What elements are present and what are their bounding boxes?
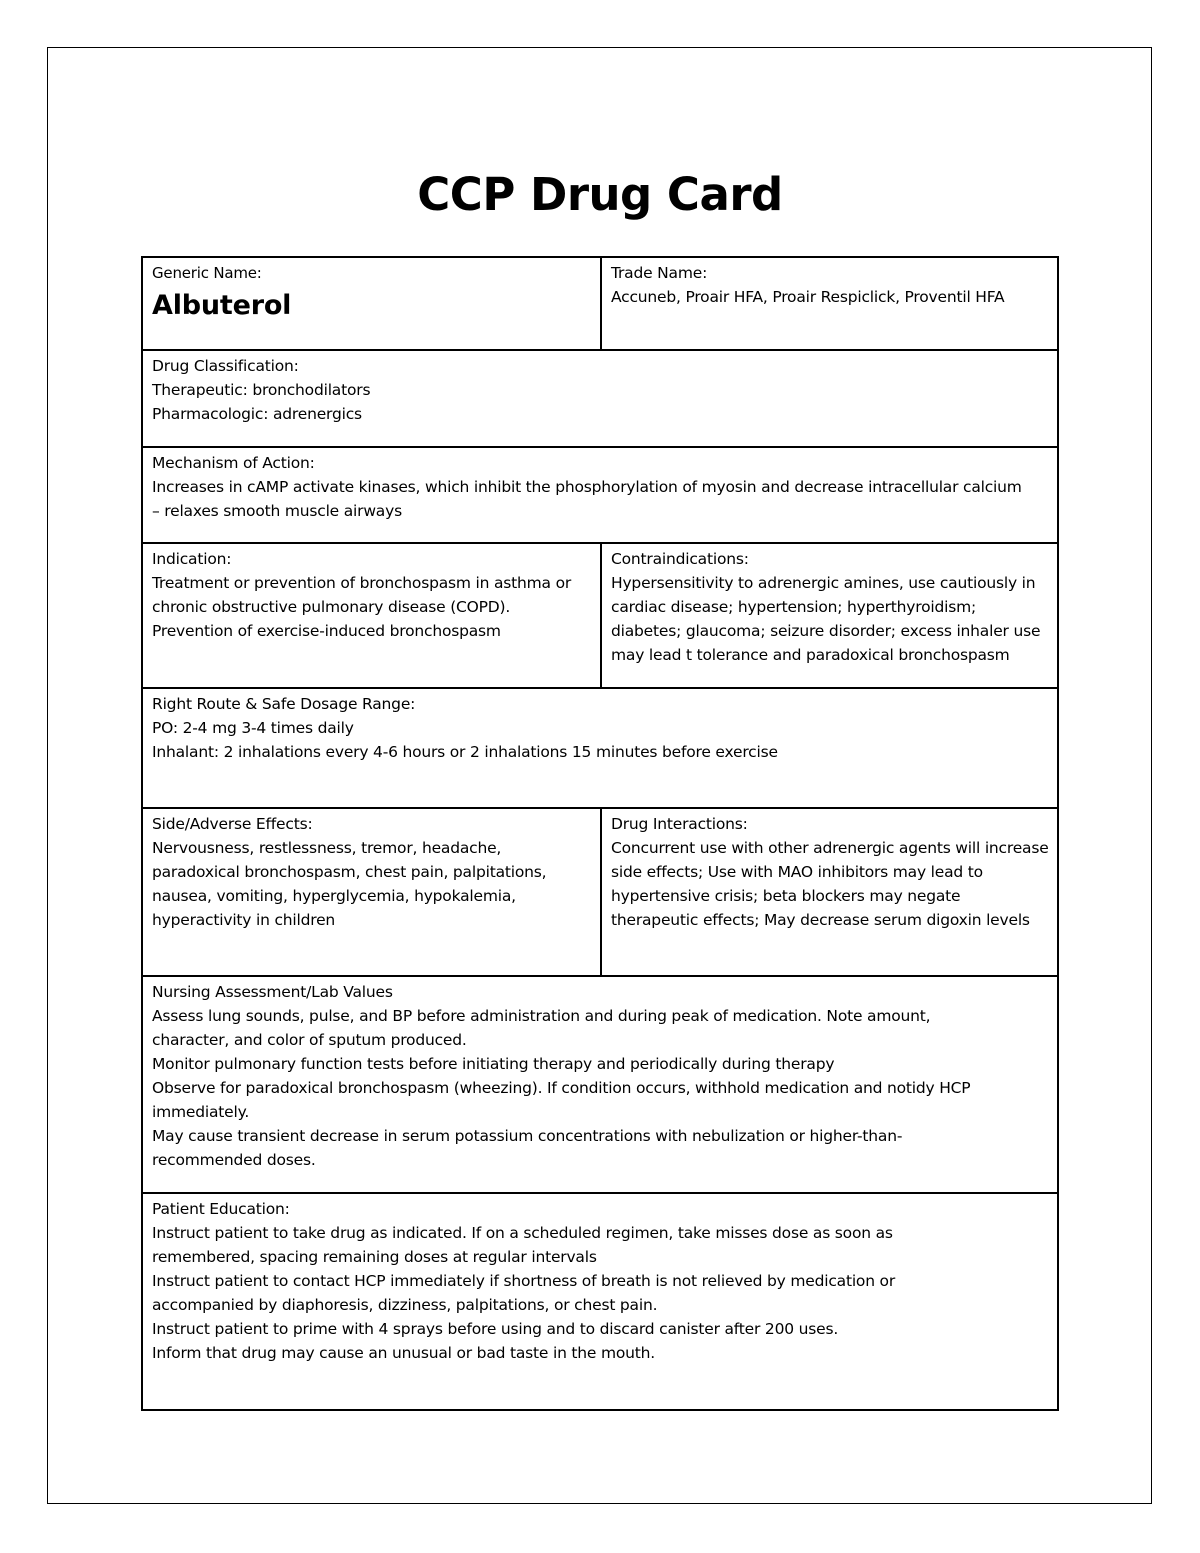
- mechanism-text: Increases in cAMP activate kinases, which inhibit the phosphorylation of myosin and decrease intracellular calcium – relaxes smooth muscle airways: [152, 478, 1022, 520]
- nursing-item: May cause transient decrease in serum potassium concentrations with nebulization or higher-than-recommended doses.: [152, 1127, 903, 1169]
- nursing-item: Monitor pulmonary function tests before initiating therapy and periodically during therapy: [152, 1055, 835, 1073]
- mechanism-cell: [141, 446, 1059, 542]
- education-cell: [141, 1192, 1059, 1409]
- table-border-bottom: [141, 1409, 1059, 1411]
- side-effects-text: Nervousness, restlessness, tremor, headache, paradoxical bronchospasm, chest pain, palpitations, nausea, vomiting, hyperglycemia, hypokalemia, hyperactivity in children: [152, 839, 547, 929]
- dosage-po: PO: 2-4 mg 3-4 times daily: [152, 719, 354, 737]
- indication-text: Treatment or prevention of bronchospasm in asthma or chronic obstructive pulmonary disease (COPD).: [152, 574, 572, 616]
- nursing-item: Assess lung sounds, pulse, and BP before administration and during peak of medication. Note amount, character, and color of sputum produced.: [152, 1007, 931, 1049]
- contraindications-cell: [600, 542, 1059, 687]
- contraindications-text: Hypersensitivity to adrenergic amines, use cautiously in cardiac disease; hypertension; hyperthyroidism; diabetes; glaucoma; seizure disorder; excess inhaler use may lead t tolerance and paradoxical bronchospasm: [611, 574, 1041, 664]
- classification-therapeutic: Therapeutic: bronchodilators: [152, 381, 371, 399]
- generic-name-label: Generic Name:: [152, 264, 262, 282]
- indication-text: Prevention of exercise-induced bronchospasm: [152, 622, 501, 640]
- page-title: CCP Drug Card: [417, 168, 783, 221]
- indication-cell: [141, 542, 600, 687]
- dosage-cell: [141, 687, 1059, 807]
- interactions-text: Concurrent use with other adrenergic agents will increase side effects; Use with MAO inhibitors may lead to hypertensive crisis; beta blockers may negate therapeutic effects; May decrease serum digoxin levels: [611, 839, 1049, 929]
- education-item: Instruct patient to prime with 4 sprays before using and to discard canister after 200 uses.: [152, 1320, 839, 1338]
- generic-name-value: Albuterol: [152, 290, 292, 321]
- contraindications-label: Contraindications:: [611, 550, 749, 568]
- trade-name-label: Trade Name:: [611, 264, 708, 282]
- generic-name-cell: [141, 256, 600, 349]
- education-item: Instruct patient to take drug as indicated. If on a scheduled regimen, take misses dose as soon as remembered, spacing remaining doses at regular intervals: [152, 1224, 893, 1266]
- nursing-cell: [141, 975, 1059, 1192]
- trade-name-value: Accuneb, Proair HFA, Proair Respiclick, Proventil HFA: [611, 288, 1005, 306]
- mechanism-label: Mechanism of Action:: [152, 454, 315, 472]
- education-label: Patient Education:: [152, 1200, 290, 1218]
- classification-cell: [141, 349, 1059, 446]
- nursing-label: Nursing Assessment/Lab Values: [152, 983, 393, 1001]
- classification-label: Drug Classification:: [152, 357, 299, 375]
- education-item: Instruct patient to contact HCP immediately if shortness of breath is not relieved by medication or accompanied by diaphoresis, dizziness, palpitations, or chest pain.: [152, 1272, 896, 1314]
- dosage-label: Right Route & Safe Dosage Range:: [152, 695, 416, 713]
- education-item: Inform that drug may cause an unusual or bad taste in the mouth.: [152, 1344, 656, 1362]
- interactions-cell: [600, 807, 1059, 975]
- indication-label: Indication:: [152, 550, 232, 568]
- drug-card-table: [141, 256, 1059, 1411]
- trade-name-cell: [600, 256, 1059, 349]
- classification-pharmacologic: Pharmacologic: adrenergics: [152, 405, 362, 423]
- nursing-item: Observe for paradoxical bronchospasm (wheezing). If condition occurs, withhold medication and notidy HCP immediately.: [152, 1079, 971, 1121]
- side-effects-label: Side/Adverse Effects:: [152, 815, 313, 833]
- interactions-label: Drug Interactions:: [611, 815, 748, 833]
- side-effects-cell: [141, 807, 600, 975]
- dosage-inhalant: Inhalant: 2 inhalations every 4-6 hours or 2 inhalations 15 minutes before exercise: [152, 743, 778, 761]
